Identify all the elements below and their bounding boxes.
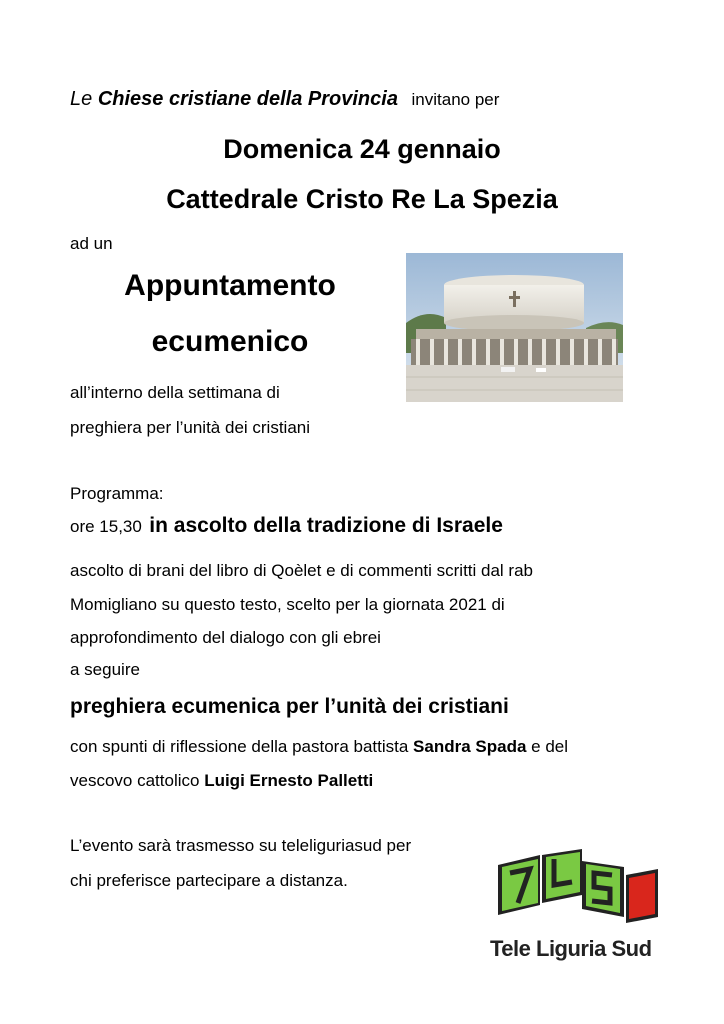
program-second-title: preghiera ecumenica per l’unità dei cristiani [70, 695, 509, 718]
headline-date: Domenica 24 gennaio [223, 134, 501, 164]
context-line1: all’interno della settimana di [70, 383, 280, 402]
program-first-line [70, 514, 503, 538]
program-desc3: approfondimento del dialogo con gli ebrei [70, 628, 381, 647]
headline-place: Cattedrale Cristo Re La Spezia [166, 184, 558, 214]
logo-text: Tele Liguria Sud [490, 936, 652, 961]
program-time: ore 15,30 [70, 517, 142, 536]
ad-un-text: ad un [70, 234, 113, 253]
spunti-name1: Sandra Spada [413, 737, 527, 756]
spunti-text-b: e del [531, 737, 569, 756]
vescovo-line [70, 771, 373, 791]
context-line2: preghiera per l’unità dei cristiani [70, 418, 311, 437]
program-desc1: ascolto di brani del libro di Qoèlet e di commenti scritti dal rab [70, 561, 533, 580]
program-first-title: in ascolto della tradizione di Israele [149, 514, 503, 537]
logo-blocks-icon [490, 845, 660, 925]
intro-line [70, 88, 499, 111]
broadcast-line2: chi preferisce partecipare a distanza. [70, 871, 348, 890]
title-line1: Appuntamento [124, 269, 336, 302]
program-seguire: a seguire [70, 660, 140, 679]
vescovo-text-a: vescovo cattolico [70, 771, 200, 790]
intro-le: Le [70, 88, 93, 110]
program-desc2: Momigliano su questo testo, scelto per la giornata 2021 di [70, 595, 505, 614]
broadcast-line1: L’evento sarà trasmesso su teleliguriasud per [70, 836, 412, 855]
programma-label: Programma: [70, 484, 164, 503]
spunti-text-a: con spunti di riflessione della pastora battista [70, 737, 409, 756]
vescovo-name: Luigi Ernesto Palletti [204, 771, 374, 790]
intro-invitano: invitano per [411, 90, 500, 109]
title-line2: ecumenico [151, 325, 309, 358]
tele-liguria-sud-logo [490, 845, 660, 960]
intro-chiese: Chiese cristiane della Provincia [97, 88, 398, 110]
spunti-line [70, 737, 568, 757]
cathedral-photo [406, 253, 623, 402]
